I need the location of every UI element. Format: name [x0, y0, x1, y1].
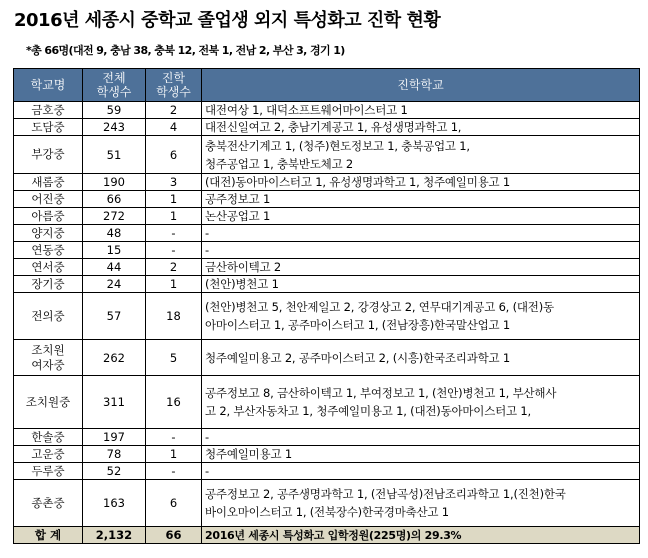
table-row — [14, 242, 640, 259]
total-row — [14, 527, 640, 544]
advance-students: 16 — [146, 376, 202, 429]
table-body — [14, 102, 640, 544]
total-students: 15 — [83, 242, 146, 259]
header-total: 전체 학생수 — [83, 69, 146, 102]
school-name: 두루중 — [14, 463, 83, 480]
total-label: 합 계 — [14, 527, 83, 544]
advance-students: 2 — [146, 259, 202, 276]
total-students: 78 — [83, 446, 146, 463]
header-school: 학교명 — [14, 69, 83, 102]
target-schools: 청주예일미용고 2, 공주마이스터고 2, (시흥)한국조리과학고 1 — [202, 340, 640, 376]
advance-students: 1 — [146, 191, 202, 208]
target-schools: 금산하이텍고 2 — [202, 259, 640, 276]
total-students: 262 — [83, 340, 146, 376]
table-row — [14, 259, 640, 276]
advance-students: 6 — [146, 480, 202, 527]
target-schools: (대전)동아마이스터고 1, 유성생명과학고 1, 청주예일미용고 1 — [202, 174, 640, 191]
advancement-table — [13, 68, 640, 544]
target-schools: 대전신일여고 2, 충남기계공고 1, 유성생명과학고 1, — [202, 119, 640, 136]
total-students: 57 — [83, 293, 146, 340]
target-schools: - — [202, 429, 640, 446]
advance-students: 5 — [146, 340, 202, 376]
advance-students: - — [146, 242, 202, 259]
advance-students: - — [146, 225, 202, 242]
target-schools: 공주정보고 8, 금산하이텍고 1, 부여정보고 1, (천안)병천고 1, 부산해사 고 2, 부산자동차고 1, 청주예일미용고 1, (대전)동아마이스터고 1, — [202, 376, 640, 429]
total-students: 48 — [83, 225, 146, 242]
total-students: 163 — [83, 480, 146, 527]
page-title: 2016년 세종시 중학교 졸업생 외지 특성화고 진학 현황 — [14, 10, 441, 31]
advance-students-sum: 66 — [146, 527, 202, 544]
target-schools: - — [202, 463, 640, 480]
school-name: 종촌중 — [14, 480, 83, 527]
school-name: 한솔중 — [14, 429, 83, 446]
advance-students: 1 — [146, 276, 202, 293]
table-header-row — [14, 69, 640, 102]
total-note: 2016년 세종시 특성화고 입학정원(225명)의 29.3% — [202, 527, 640, 544]
total-students: 190 — [83, 174, 146, 191]
total-students: 59 — [83, 102, 146, 119]
advance-students: 18 — [146, 293, 202, 340]
school-name: 아름중 — [14, 208, 83, 225]
table-row — [14, 429, 640, 446]
table-row — [14, 174, 640, 191]
table-row — [14, 102, 640, 119]
school-name: 조치원중 — [14, 376, 83, 429]
school-name: 연서중 — [14, 259, 83, 276]
advance-students: 1 — [146, 208, 202, 225]
target-schools: 충북전산기계고 1, (청주)현도정보고 1, 충북공업고 1, 청주공업고 1, 충북반도체고 2 — [202, 136, 640, 174]
header-advance: 진학 학생수 — [146, 69, 202, 102]
target-schools: 논산공업고 1 — [202, 208, 640, 225]
total-students: 66 — [83, 191, 146, 208]
advance-students: 4 — [146, 119, 202, 136]
table-row — [14, 480, 640, 527]
target-schools: (천안)병천고 5, 천안제일고 2, 강경상고 2, 연무대기계공고 6, (대전)동 아마이스터고 1, 공주마이스터고 1, (전남장흥)한국말산업고 1 — [202, 293, 640, 340]
advance-students: - — [146, 429, 202, 446]
table-row — [14, 340, 640, 376]
advance-students: 2 — [146, 102, 202, 119]
total-students: 197 — [83, 429, 146, 446]
table-row — [14, 225, 640, 242]
total-students: 52 — [83, 463, 146, 480]
table-row — [14, 276, 640, 293]
total-students: 24 — [83, 276, 146, 293]
advance-students: - — [146, 463, 202, 480]
header-targets: 진학학교 — [202, 69, 640, 102]
school-name: 도담중 — [14, 119, 83, 136]
school-name: 부강중 — [14, 136, 83, 174]
total-students: 311 — [83, 376, 146, 429]
school-name: 고운중 — [14, 446, 83, 463]
table-row — [14, 376, 640, 429]
total-students: 51 — [83, 136, 146, 174]
page-subtitle: *총 66명(대전 9, 충남 38, 충북 12, 전북 1, 전남 2, 부산 3, 경기 1) — [26, 44, 345, 57]
table-row — [14, 208, 640, 225]
table-row — [14, 191, 640, 208]
target-schools: (천안)병천고 1 — [202, 276, 640, 293]
total-students: 272 — [83, 208, 146, 225]
total-students-sum: 2,132 — [83, 527, 146, 544]
target-schools: 청주예일미용고 1 — [202, 446, 640, 463]
target-schools: 대전여상 1, 대덕소프트웨어마이스터고 1 — [202, 102, 640, 119]
table-row — [14, 119, 640, 136]
table-row — [14, 446, 640, 463]
total-students: 44 — [83, 259, 146, 276]
target-schools: 공주정보고 2, 공주생명과학고 1, (전남곡성)전남조리과학고 1,(진천)한국 바이오마이스터고 1, (전북장수)한국경마축산고 1 — [202, 480, 640, 527]
target-schools: - — [202, 225, 640, 242]
school-name: 양지중 — [14, 225, 83, 242]
school-name: 어진중 — [14, 191, 83, 208]
table-row — [14, 463, 640, 480]
school-name: 금호중 — [14, 102, 83, 119]
school-name: 새롬중 — [14, 174, 83, 191]
school-name: 조치원 여자중 — [14, 340, 83, 376]
advance-students: 1 — [146, 446, 202, 463]
school-name: 연동중 — [14, 242, 83, 259]
school-name: 전의중 — [14, 293, 83, 340]
target-schools: - — [202, 242, 640, 259]
school-name: 장기중 — [14, 276, 83, 293]
total-students: 243 — [83, 119, 146, 136]
advance-students: 3 — [146, 174, 202, 191]
table-row — [14, 293, 640, 340]
advance-students: 6 — [146, 136, 202, 174]
table-row — [14, 136, 640, 174]
target-schools: 공주정보고 1 — [202, 191, 640, 208]
